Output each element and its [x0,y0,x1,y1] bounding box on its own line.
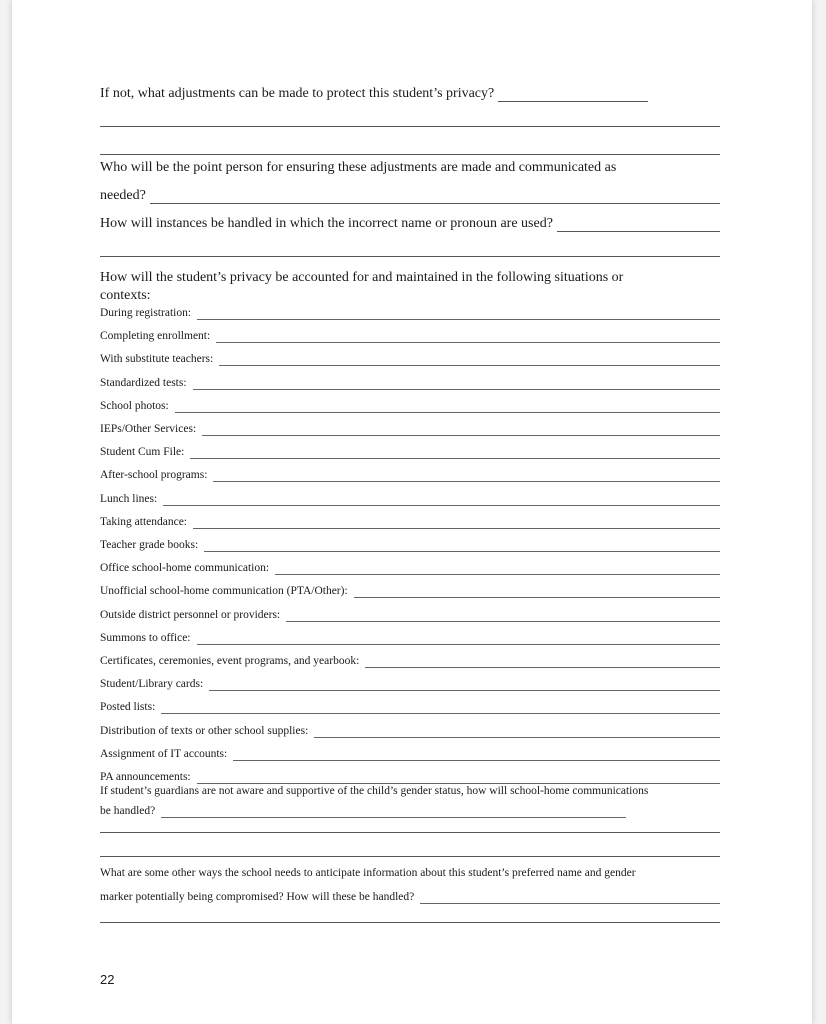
question-text: contexts: [100,288,151,303]
answer-line[interactable] [197,309,720,320]
answer-line[interactable] [100,856,720,857]
question-incorrect-name [100,216,720,232]
answer-line[interactable] [233,750,720,761]
answer-line[interactable] [204,541,720,552]
question-text: How will instances be handled in which the incorrect name or pronoun are used? [100,216,553,231]
context-label: IEPs/Other Services: [100,423,197,435]
question-text: be handled? [100,805,156,817]
question-text: marker potentially being compromised? How will these be handled? [100,891,415,903]
answer-line[interactable] [190,448,720,459]
question-guardians-cont [100,804,626,818]
document-page [12,0,812,1024]
context-row [100,329,720,343]
context-row [100,608,720,622]
context-label: Outside district personnel or providers: [100,608,281,621]
context-label: After-school programs: [100,469,208,482]
context-row [100,376,720,390]
answer-line[interactable] [213,471,720,482]
context-label: Assignment of IT accounts: [100,747,228,760]
context-label: With substitute teachers: [100,353,214,366]
context-label: Lunch lines: [100,492,158,505]
answer-line[interactable] [100,922,720,923]
context-row [100,584,720,598]
context-row [100,770,720,784]
context-label: Taking attendance: [100,515,188,528]
context-row [100,352,720,366]
question-text: needed? [100,188,146,203]
page-number: 22 [100,972,115,987]
context-label: PA announcements: [100,771,191,783]
context-row [100,538,720,552]
context-label: Completing enrollment: [100,330,211,343]
answer-line[interactable] [150,191,720,204]
context-label: Standardized tests: [100,376,187,389]
answer-line[interactable] [202,425,720,436]
answer-line[interactable] [498,89,648,102]
context-row [100,445,720,459]
answer-line[interactable] [197,773,720,784]
context-label: Summons to office: [100,631,191,644]
context-row [100,561,720,575]
question-privacy-contexts [100,270,720,286]
answer-line[interactable] [557,219,720,232]
context-row [100,677,720,691]
answer-line[interactable] [161,703,720,714]
answer-line[interactable] [216,332,720,343]
context-row [100,492,720,506]
answer-line[interactable] [286,611,720,622]
context-label: Distribution of texts or other school supplies: [100,724,309,737]
question-text: If student’s guardians are not aware and supportive of the child’s gender status, how will school-home communications [100,785,649,797]
question-text: How will the student’s privacy be accounted for and maintained in the following situations or [100,270,624,285]
answer-line[interactable] [193,518,720,529]
context-label: Office school-home communication: [100,562,270,575]
question-guardians [100,784,740,798]
answer-line[interactable] [420,893,720,904]
context-label: Student Cum File: [100,446,185,459]
answer-line[interactable] [275,564,720,575]
answer-line[interactable] [209,680,720,691]
answer-line[interactable] [354,587,720,598]
context-row [100,747,720,761]
context-label: Unofficial school-home communication (PTA/Other): [100,585,348,598]
answer-line[interactable] [163,495,720,506]
question-point-person-cont [100,188,720,204]
context-label: Teacher grade books: [100,539,199,551]
question-point-person [100,160,720,176]
context-label: Student/Library cards: [100,678,204,691]
context-label: During registration: [100,307,192,319]
answer-line[interactable] [175,402,720,413]
context-label: Certificates, ceremonies, event programs, and yearbook: [100,655,360,667]
context-row [100,654,720,668]
answer-line[interactable] [193,379,720,390]
context-row [100,631,720,645]
answer-line[interactable] [314,727,720,738]
question-other-ways-cont [100,890,720,904]
answer-line[interactable] [365,657,720,668]
question-text: Who will be the point person for ensuring these adjustments are made and communicated as [100,160,617,175]
answer-line[interactable] [100,256,720,257]
context-label: Posted lists: [100,701,156,714]
context-row [100,422,720,436]
answer-line[interactable] [100,126,720,127]
question-privacy-contexts-cont [100,288,720,304]
question-privacy-adjustments [100,86,720,102]
answer-line[interactable] [100,154,720,155]
context-row [100,399,720,413]
answer-line[interactable] [100,832,720,833]
context-row [100,724,720,738]
answer-line[interactable] [219,355,720,366]
context-row [100,468,720,482]
answer-line[interactable] [197,634,720,645]
question-other-ways [100,866,740,880]
context-row [100,515,720,529]
question-text: What are some other ways the school needs to anticipate information about this student’s preferred name and gender [100,867,636,879]
context-label: School photos: [100,399,169,412]
answer-line[interactable] [161,807,626,818]
context-row [100,306,720,320]
question-text: If not, what adjustments can be made to protect this student’s privacy? [100,86,495,101]
context-row [100,700,720,714]
